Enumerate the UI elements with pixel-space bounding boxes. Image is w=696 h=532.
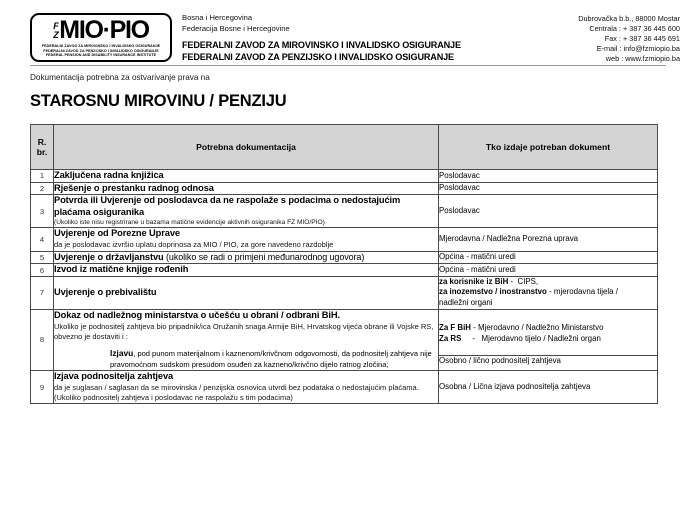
document-description [54, 182, 439, 195]
logo-subtitle-bs: FEDERALNI ZAVOD ZA PENZIJSKO I INVALIDSKO OSIGURANJE [43, 48, 159, 53]
issuer-line-label: Za RS [439, 334, 462, 343]
institute-name-hr: FEDERALNI ZAVOD ZA MIROVINSKO I INVALIDSKO OSIGURANJE [182, 40, 461, 50]
letterhead [0, 0, 696, 64]
institute-name-lines [182, 40, 578, 63]
contact-block [578, 12, 682, 64]
issuer-line-text: - Mjerodavno / Nadležno Ministarstvo [471, 323, 604, 333]
document-description [54, 195, 439, 228]
row-number: 3 [31, 195, 54, 228]
issuer-line [439, 298, 657, 309]
logo-main-text: MIO·PIO [59, 16, 149, 44]
document-title [54, 228, 438, 240]
issuer-line-label: za inozemstvo / inostranstvo [439, 287, 547, 297]
table-row [31, 182, 658, 195]
document-title [54, 252, 438, 264]
document-title-text: Zaključena radna knjižica [54, 170, 164, 180]
issuer-line-label: Za F BiH [439, 323, 472, 333]
issuer-line [439, 356, 657, 367]
page-title: STAROSNU MIROVINU / PENZIJU [30, 92, 287, 110]
document-title-text: Uvjerenje od Porezne Uprave [54, 228, 180, 239]
country-line-1: Bosna i Hercegovina [182, 13, 253, 22]
document-description [54, 264, 439, 277]
logo-fz-bottom: Z [53, 29, 59, 40]
issuer-line-text: Poslodavac [439, 183, 480, 193]
document-sub-clause-label: Izjavu [110, 348, 134, 359]
intro-text: Dokumentacija potrebna za ostvarivanje prava na [30, 73, 210, 82]
table-row [31, 170, 658, 183]
table-row [31, 251, 658, 264]
row-number: 4 [31, 228, 54, 251]
contact-fax: Fax : + 387 36 445 691 [604, 34, 680, 44]
table-row [31, 195, 658, 228]
document-title-text: Uvjerenje o prebivalištu [54, 286, 157, 297]
issuer-line-text: - Mjerodavno tijelo / Nadležni organ [461, 334, 601, 343]
table-row [31, 276, 658, 309]
country-lines [182, 13, 578, 34]
document-description [54, 309, 439, 370]
issuer-line [439, 234, 657, 245]
issuer-cell-split [439, 309, 658, 370]
document-description [54, 228, 439, 251]
issuer-line [439, 277, 657, 288]
table-row [31, 228, 658, 251]
issuer-line [439, 334, 657, 345]
issuer-line [439, 171, 657, 182]
logo-subtitle-en: FEDERAL PENSION AND DISABILITY INSURANCE INSTITUTE [45, 53, 157, 58]
row-number: 9 [31, 370, 54, 404]
issuer-cell [439, 313, 657, 356]
table-body [31, 170, 658, 404]
document-note: da je poslodavac izvršio uplatu doprinosa za MIO / PIO, za gore navedeno razdoblje [54, 240, 334, 250]
document-description [54, 251, 439, 264]
table-head [31, 125, 658, 170]
issuer-cell [439, 264, 658, 277]
document-title-text: Dokaz od nadležnog ministarstva o učešću u obrani / odbrani BiH. [54, 309, 340, 320]
institute-logo [30, 13, 172, 62]
column-header-number-line2: br. [36, 147, 48, 157]
table-row [31, 370, 658, 404]
document-title-text: Potvrda ili Uvjerenje od poslodavca da ne raspolaže s podacima o nedostajućim plaćama osiguranika [54, 195, 401, 217]
row-number: 8 [31, 309, 54, 370]
issuer-cell [439, 276, 658, 309]
document-title [54, 287, 438, 299]
issuer-line-text: - CIPS, [508, 276, 539, 286]
row-number: 6 [31, 264, 54, 277]
column-header-number-line1: R. [37, 137, 47, 147]
issuer-sub-row [439, 356, 657, 367]
issuer-cell [439, 370, 658, 404]
institute-name-bs: FEDERALNI ZAVOD ZA PENZIJSKO I INVALIDSKO OSIGURANJE [182, 51, 454, 62]
issuer-line-text: Poslodavac [439, 170, 480, 180]
issuer-line [439, 382, 657, 393]
document-title [54, 310, 438, 322]
issuer-cell [439, 251, 658, 264]
issuer-line [439, 206, 657, 217]
issuer-line [439, 265, 657, 276]
document-description [54, 370, 439, 404]
table-row [31, 309, 658, 370]
issuer-line [439, 252, 657, 263]
document-note: da je suglasan / saglasan da se mirovinska / penzijska osnovica utvrdi bez podataka o nedostajućim plaćama. (Ukoliko podnositelj zahtjeva i poslodavac ne raspolažu s tim podacima) [54, 383, 419, 403]
issuer-line-label: za korisnike iz BiH [439, 276, 509, 286]
logo-fz-monogram [53, 21, 58, 39]
document-description [54, 276, 439, 309]
issuer-line-text: Osobna / Lična izjava podnositelja zahtjeva [439, 381, 591, 391]
column-header-issuer: Tko izdaje potreban dokument [439, 125, 658, 170]
issuer-cell [439, 182, 658, 195]
issuer-cell [439, 356, 657, 367]
document-note-small: (Ukoliko iste nisu registrirane u bazama matične evidencije aktivnih osiguranika FZ MIO/PIO) [54, 219, 325, 227]
issuer-line-text: nadležni organi [439, 298, 493, 308]
document-title [54, 264, 438, 276]
issuer-cell [439, 228, 658, 251]
issuer-line [439, 323, 657, 334]
document-title [54, 371, 438, 383]
document-title-text: Izvod iz matične knjige rođenih [54, 264, 189, 275]
document-title [54, 195, 438, 218]
issuer-line-text: Općina - matični uredi [439, 264, 516, 274]
table-row [31, 264, 658, 277]
header-divider [30, 65, 666, 66]
contact-email: E-mail : info@fzmiopio.ba [596, 44, 680, 54]
document-title-text: Uvjerenje o državljanstvu [54, 251, 164, 262]
column-header-number [31, 125, 54, 170]
logo-wordmark [38, 17, 164, 43]
table-header-row [31, 125, 658, 170]
organization-block [182, 12, 578, 63]
logo-fz-top: F [53, 21, 59, 31]
logo-subtitle-block [38, 44, 164, 58]
issuer-line [439, 183, 657, 194]
issuer-sub-table [439, 313, 657, 367]
country-line-2: Federacija Bosne i Hercegovine [182, 23, 290, 33]
documentation-table [30, 124, 658, 404]
row-number: 5 [31, 251, 54, 264]
issuer-cell [439, 195, 658, 228]
document-description [54, 170, 439, 183]
document-title-qualifier: (ukoliko se radi o primjeni međunarodnog ugovora) [163, 251, 365, 262]
issuer-line-text: - mjerodavna tijela / [546, 287, 618, 297]
issuer-line-text: Općina - matični uredi [439, 252, 516, 262]
document-sub-clause-text: , pod punom materijalnom i kaznenom/krivčnom odgovornosti, da podnositelj zahtjeva nije pravomoćnom sudskom presudom osuđen za kazneno/krivčno dijelo ratnog zločina; [110, 349, 432, 369]
document-note: Ukoliko je podnositelj zahtjeva bio pripadnik/ica Oružanih snaga Armije BiH, Hrvatskog vijeća obrane ili Vojske RS, obvezno je dostaviti i : [54, 321, 434, 341]
document-title [54, 170, 438, 182]
contact-address: Dubrovačka b.b., 88000 Mostar [578, 14, 680, 23]
document-title [54, 183, 438, 195]
document-title-text: Izjava podnositelja zahtjeva [54, 370, 174, 381]
document-title-text: Rješenje o prestanku radnog odnosa [54, 182, 214, 193]
contact-phone: Centrala : + 387 36 445 600 [589, 24, 680, 34]
issuer-line-text: Poslodavac [439, 205, 480, 215]
issuer-line [439, 287, 657, 298]
issuer-line-text: Mjerodavna / Nadležna Porezna uprava [439, 234, 579, 244]
column-header-document: Potrebna dokumentacija [54, 125, 439, 170]
contact-web: web : www.fzmiopio.ba [605, 54, 680, 64]
row-number: 7 [31, 276, 54, 309]
row-number: 1 [31, 170, 54, 183]
issuer-sub-row [439, 313, 657, 356]
document-sub-clause [110, 348, 438, 370]
row-number: 2 [31, 182, 54, 195]
issuer-line-text: Osobno / lično podnositelj zahtjeva [439, 356, 561, 365]
issuer-cell [439, 170, 658, 183]
logo-subtitle-hr: FEDERALNI ZAVOD ZA MIROVINSKO I INVALIDSKO OSIGURANJE [41, 44, 161, 48]
